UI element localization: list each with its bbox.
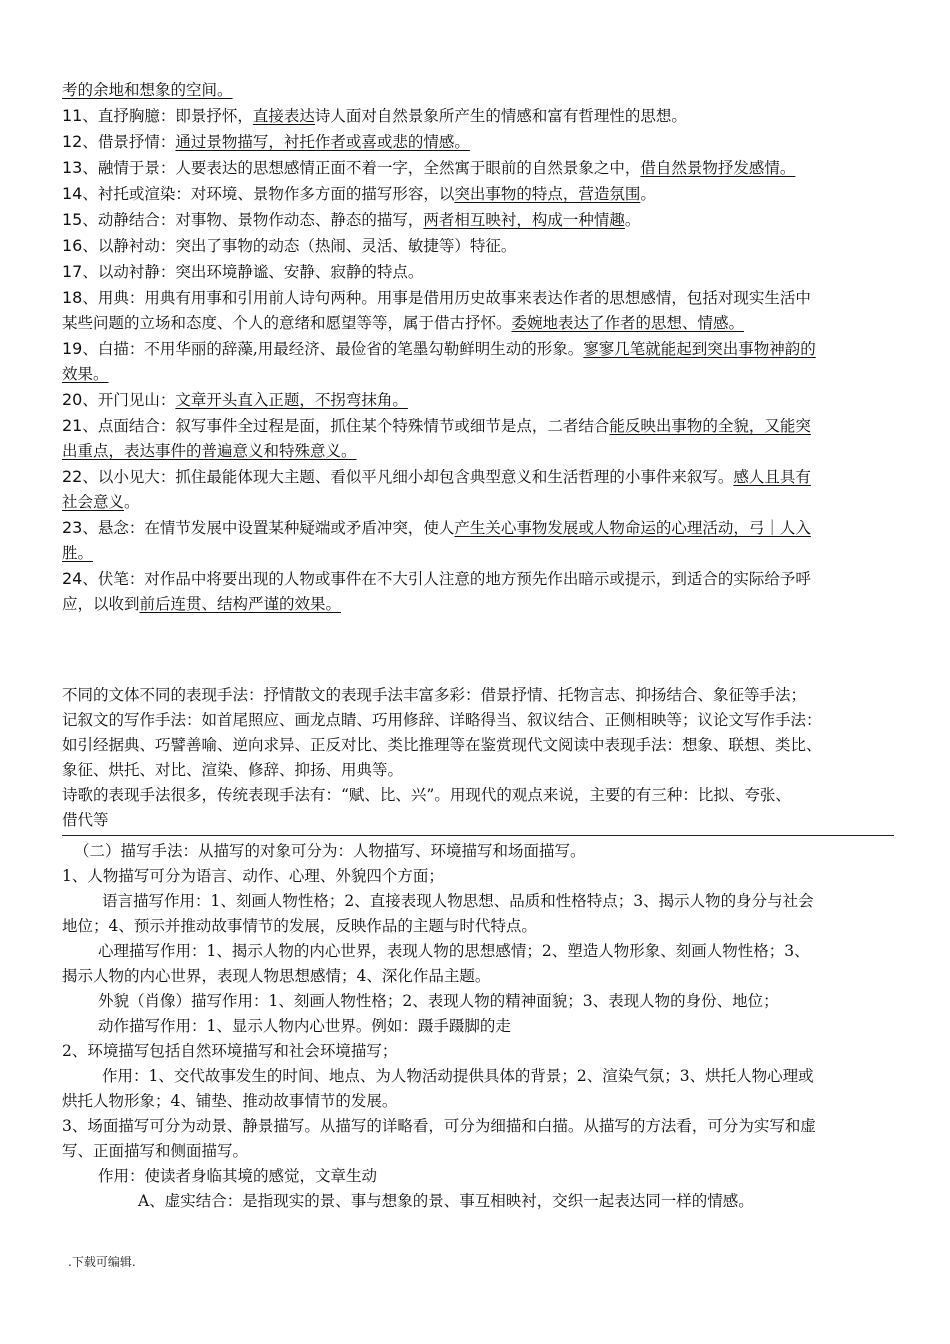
- description-heading: （二）描写手法：从描写的对象可分为：人物描写、环境描写和场面描写。: [74, 842, 586, 860]
- line-text: 、动静结合：对事物、景物作动态、静态的描写，: [82, 211, 424, 229]
- line-text-tail: 诗人面对自然景象所产生的情感和富有哲理性的思想。: [314, 107, 687, 125]
- genre-line: 借代等: [62, 811, 109, 829]
- genre-techniques-paragraph: [62, 683, 894, 833]
- psychology-description-line-1: 心理描写作用：1、揭示人物的内心世界，表现人物的思想感情；2、塑造人物形象、刻画人物性格；3、: [98, 942, 810, 960]
- scene-description-line-2: 写、正面描写和侧面描写。: [62, 1142, 249, 1160]
- underlined-emphasis: 社会意义: [62, 493, 125, 511]
- item-number: 15: [62, 210, 83, 229]
- line-text-tail: 。: [624, 211, 641, 229]
- underlined-emphasis: 能反映出事物的全貌，又能突: [609, 417, 811, 435]
- line-text: 、伏笔：对作品中将要出现的人物或事件在不大引人注意的地方预先作出暗示或提示，到适合的实际给予呼: [82, 570, 811, 588]
- genre-line: 象征、烘托、对比、渲染、修辞、抑扬、用典等。: [62, 761, 404, 779]
- technique-line: [62, 362, 894, 387]
- environment-effect-line-2: 烘托人物形象；4、铺垫、推动故事情节的发展。: [62, 1092, 398, 1110]
- underlined-emphasis: 两者相互映衬，构成一种情趣: [423, 211, 625, 229]
- line-text: 、用典：用典有用事和引用前人诗句两种。用事是借用历史故事来表达作者的思想感情，包括对现实生活中: [82, 289, 811, 307]
- item-number: 24: [62, 569, 83, 588]
- psychology-description-line-2: 揭示人物的内心世界，表现人物思想感情；4、深化作品主题。: [62, 967, 491, 985]
- technique-line: [62, 439, 894, 464]
- technique-line: [62, 259, 894, 285]
- underlined-emphasis: 出重点，表达事件的普遍意义和特殊意义。: [62, 442, 357, 460]
- line-text-tail: 。: [640, 185, 656, 203]
- genre-line: 记叙文的写作手法：如首尾照应、画龙点睛、巧用修辞、详略得当、叙议结合、正侧相映等；议论文写作手法：: [62, 711, 822, 729]
- item-number: 17: [62, 262, 83, 281]
- underlined-emphasis: 前后连贯、结构严谨的效果。: [139, 595, 342, 613]
- line-text-tail: 。: [124, 493, 140, 511]
- technique-line: [62, 129, 894, 155]
- technique-line: [62, 515, 894, 541]
- line-text: 应，以收到: [62, 595, 140, 613]
- environment-description-intro: 2、环境描写包括自然环境描写和社会环境描写；: [62, 1042, 398, 1060]
- item-number: 14: [62, 184, 83, 203]
- item-number: 22: [62, 467, 83, 486]
- technique-line: [62, 103, 894, 129]
- line-text: 、白描：不用华丽的辞藻,用最经济、最俭省的笔墨勾勒鲜明生动的形象。: [82, 340, 584, 358]
- underlined-emphasis: 效果。: [62, 365, 109, 383]
- technique-line: [62, 311, 894, 336]
- technique-line: [62, 592, 894, 617]
- underlined-emphasis: 寥寥几笔就能起到突出事物神韵的: [583, 340, 816, 358]
- environment-effect-line-1: 作用：1、交代故事发生的时间、地点、为人物活动提供具体的背景；2、渲染气氛；3、烘托人物心理或: [102, 1067, 814, 1085]
- genre-line: 不同的文体不同的表现手法：抒情散文的表现手法丰富多彩：借景抒情、托物言志、抑扬结合、象征等手法；: [62, 686, 807, 704]
- line-text: 、悬念：在情节发展中设置某种疑端或矛盾冲突，使人: [82, 519, 455, 537]
- language-description-line-1: 语言描写作用：1、刻画人物性格；2、直接表现人物思想、品质和性格特点；3、揭示人物的身分与社会: [102, 892, 814, 910]
- item-number: 12: [62, 132, 83, 151]
- underlined-emphasis: 直接表达: [252, 107, 315, 125]
- character-description-intro: 1、人物描写可分为语言、动作、心理、外貌四个方面；: [62, 867, 444, 885]
- technique-line: [62, 78, 894, 103]
- underlined-emphasis: 胜。: [62, 544, 94, 562]
- line-text: 、点面结合：叙写事件全过程是面，抓住某个特殊情节或细节是点，二者结合: [82, 417, 610, 435]
- underlined-emphasis: 考的余地和想象的空间。: [62, 81, 233, 99]
- line-text: 某些问题的立场和态度、个人的意绪和愿望等等，属于借古抒怀。: [62, 314, 512, 332]
- underlined-emphasis: 委婉地表达了作者的思想、情感。: [511, 314, 745, 332]
- underlined-emphasis: 文章开头直入正题，不拐弯抹角。: [175, 391, 408, 409]
- item-number: 23: [62, 518, 83, 537]
- technique-line: [62, 413, 894, 439]
- technique-line: [62, 336, 894, 362]
- document-page: [62, 78, 894, 1214]
- line-text: 、直抒胸臆：即景抒怀，: [82, 107, 253, 125]
- technique-line: [62, 490, 894, 515]
- underlined-emphasis: 通过景物描写，衬托作者或喜或悲的情感。: [175, 133, 470, 151]
- technique-line: [62, 387, 894, 413]
- technique-line: [62, 566, 894, 592]
- genre-line: 诗歌的表现手法很多，传统表现手法有：“赋、比、兴”。用现代的观点来说，主要的有三种：比拟、夸张、: [62, 786, 791, 804]
- action-description: 动作描写作用：1、显示人物内心世界。例如：蹑手蹑脚的走: [98, 1017, 511, 1035]
- item-number: 21: [62, 416, 83, 435]
- page-footer: .下载可编辑.: [68, 1255, 136, 1269]
- genre-line: 如引经据典、巧譬善喻、逆向求异、正反对比、类比推理等在鉴赏现代文阅读中表现手法：想象、联想、类比、: [62, 736, 822, 754]
- technique-line: [62, 464, 894, 490]
- scene-description-line-1: 3、场面描写可分为动景、静景描写。从描写的详略看，可分为细描和白描。从描写的方法看，可分为实写和虚: [62, 1117, 816, 1135]
- scene-effect: 作用：使读者身临其境的感觉，文章生动: [98, 1167, 378, 1185]
- underlined-emphasis: 产生关心事物发展或人物命运的心理活动，弓｜人入: [454, 519, 811, 537]
- section-divider: [62, 835, 894, 836]
- technique-line: [62, 181, 894, 207]
- virtual-real-combination: A、虚实结合：是指现实的景、事与想象的景、事互相映衬，交织一起表达同一样的情感。: [138, 1192, 754, 1210]
- language-description-line-2: 地位；4、预示并推动故事情节的发展，反映作品的主题与时代特点。: [62, 917, 537, 935]
- item-number: 20: [62, 390, 83, 409]
- item-number: 18: [62, 288, 83, 307]
- technique-line: [62, 207, 894, 233]
- underlined-emphasis: 借自然景物抒发感情。: [640, 159, 796, 177]
- underlined-emphasis: 感人且具有: [733, 468, 811, 486]
- line-text: 、以小见大：抓住最能体现大主题、看似平凡细小却包含典型意义和生活哲理的小事件来叙写。: [82, 468, 734, 486]
- item-number: 16: [62, 236, 83, 255]
- technique-line: [62, 285, 894, 311]
- line-text: 、融情于景：人要表达的思想感情正面不着一字，全然寓于眼前的自然景象之中，: [82, 159, 641, 177]
- line-text: 、借景抒情：: [82, 133, 176, 151]
- appearance-description: 外貌（肖像）描写作用：1、刻画人物性格；2、表现人物的精神面貌；3、表现人物的身份、地位；: [98, 992, 779, 1010]
- item-number: 11: [62, 106, 83, 125]
- line-text: 、以动衬静：突出环境静谧、安静、寂静的特点。: [82, 263, 424, 281]
- techniques-list: [62, 78, 894, 617]
- technique-line: [62, 541, 894, 566]
- item-number: 13: [62, 158, 83, 177]
- line-text: 、衬托或渲染：对环境、景物作多方面的描写形容，以: [82, 185, 455, 203]
- item-number: 19: [62, 339, 83, 358]
- technique-line: [62, 233, 894, 259]
- line-text: 、以静衬动：突出了事物的动态（热闹、灵活、敏捷等）特征。: [82, 237, 517, 255]
- line-text: 、开门见山：: [82, 391, 176, 409]
- technique-line: [62, 155, 894, 181]
- underlined-emphasis: 突出事物的特点，营造氛围: [454, 185, 641, 203]
